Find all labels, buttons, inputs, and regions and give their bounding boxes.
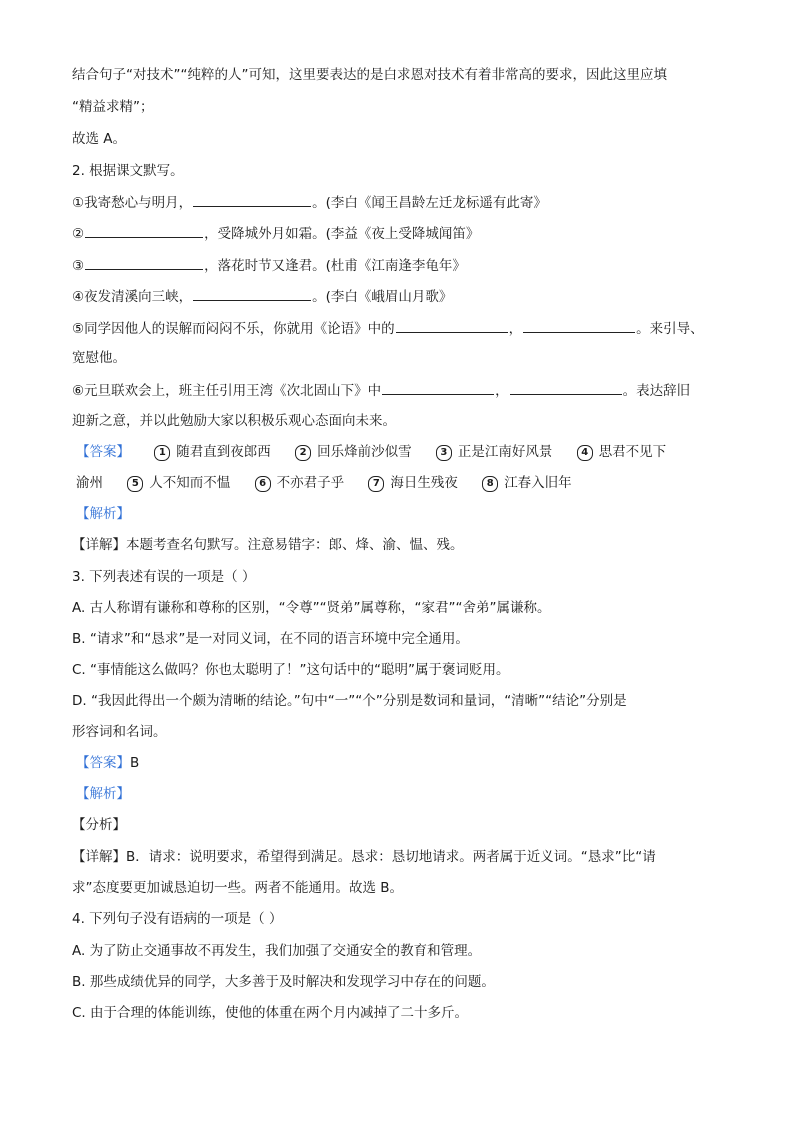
analysis-label: 【解析】 [76,786,130,802]
item-source: 。(李白《闻王昌龄左迁龙标遥有此寄》 [312,195,547,211]
fill-item-5 [72,317,732,340]
circled-number: 5 [127,476,143,492]
analysis-label: 【解析】 [76,506,130,522]
fenxi-label: 【分析】 [72,817,126,833]
answer-text: 思君不见下 [598,444,667,460]
item-text: ④夜发清溪向三峡， [72,289,193,305]
circled-number: 2 [295,445,311,461]
question-2-title: 2. 根据课文默写。 [72,163,184,179]
item-text: ， [495,383,509,399]
item-text: ，落花时节又逢君。(杜甫《江南逢李龟年》 [204,258,466,274]
item-text: 。来引导、 [636,321,704,337]
option-c: C. 由于合理的体能训练，使他的体重在两个月内减掉了二十多斤。 [72,1005,469,1021]
item-marker: ③ [72,258,85,274]
answer-row-1 [76,441,736,463]
answer-item [255,472,345,494]
answer-blank [193,191,311,207]
detail-text: 【详解】B．请求：说明要求，希望得到满足。恳求：恳切地请求。两者属于近义词。“恳求”比“请 [72,849,656,865]
answer-label: 【答案】 [76,755,130,771]
answer-text: 随君直到夜郎西 [176,444,271,460]
text-line: 形容词和名词。 [72,724,167,740]
answer-text: 渝州 [76,475,103,491]
answer-blank [85,254,203,270]
option-b: B. 那些成绩优异的同学，大多善于及时解决和发现学习中存在的问题。 [72,974,495,990]
answer-blank [523,317,635,333]
answer-label: 【答案】 [76,444,130,460]
answer-text: 海日生残夜 [390,475,458,491]
item-text: ，受降城外月如霜。(李益《夜上受降城闻笛》 [204,226,480,242]
answer-blank [396,317,508,333]
text-line: 结合句子“对技术”“纯粹的人”可知，这里要表达的是白求恩对技术有着非常高的要求，因此这里应填 [72,67,667,83]
text-line: 宽慰他。 [72,350,126,366]
text-line: 迎新之意，并以此勉励大家以积极乐观心态面向未来。 [72,413,396,429]
option-d: D. “我因此得出一个颇为清晰的结论。”句中“一”“个”分别是数词和量词，“清晰”“结论”分别是 [72,693,627,709]
fill-item-3 [72,254,732,277]
item-text: ⑤同学因他人的误解而闷闷不乐，你就用《论语》中的 [72,321,395,337]
answer-item [154,441,271,463]
option-c: C. “事情能这么做吗？你也太聪明了！”这句话中的“聪明”属于褒词贬用。 [72,662,510,678]
answer-text: 回乐烽前沙似雪 [317,444,412,460]
fill-item-6 [72,379,732,402]
item-text: 。表达辞旧 [622,383,691,399]
answer-blank [510,379,622,395]
text-line: 故选 A。 [72,131,127,147]
answer-text: 正是江南好风景 [457,444,553,460]
fill-item-4 [72,285,732,308]
item-text: ， [508,321,523,337]
answer-row [76,752,736,774]
circled-number: 3 [436,445,452,461]
answer-item [482,472,572,494]
answer-text: 江春入旧年 [504,475,572,491]
answer-blank [193,285,311,301]
option-a: A. 古人称谓有谦称和尊称的区别，“令尊”“贤弟”属尊称，“家君”“舍弟”属谦称。 [72,600,551,616]
item-text: ①我寄愁心与明月， [72,195,193,211]
detail-text: 求”态度要更加诚恳迫切一些。两者不能通用。故选 B。 [72,880,404,896]
item-marker: ② [72,226,85,242]
text-line: “精益求精”； [72,99,154,115]
answer-blank [85,222,203,238]
question-4-title: 4. 下列句子没有语病的一项是（ ） [72,911,283,927]
answer-text: 人不知而不愠 [149,475,231,491]
option-b: B. “请求”和“恳求”是一对同义词，在不同的语言环境中完全通用。 [72,631,469,647]
item-source: 。(李白《峨眉山月歌》 [312,289,453,305]
answer-item [368,472,458,494]
circled-number: 1 [154,445,170,461]
answer-item [127,472,230,494]
fill-item-1 [72,191,732,214]
circled-number: 6 [255,476,271,492]
item-text: ⑥元旦联欢会上，班主任引用王湾《次北固山下》中 [72,383,382,399]
circled-number: 7 [368,476,384,492]
answer-item [295,441,412,463]
answer-text: 不亦君子乎 [276,475,345,491]
option-a: A. 为了防止交通事故不再发生，我们加强了交通安全的教育和管理。 [72,943,482,959]
answer-blank [382,379,494,395]
answer-item [577,441,667,463]
fill-item-2 [72,222,732,245]
question-3-title: 3. 下列表述有误的一项是（ ） [72,569,256,585]
answer-item [436,441,553,463]
answer-row-2 [76,472,736,494]
answer-value: B [130,755,140,771]
detail-text: 【详解】本题考查名句默写。注意易错字：郎、烽、渝、愠、残。 [72,537,464,553]
circled-number: 4 [577,445,593,461]
circled-number: 8 [482,476,498,492]
